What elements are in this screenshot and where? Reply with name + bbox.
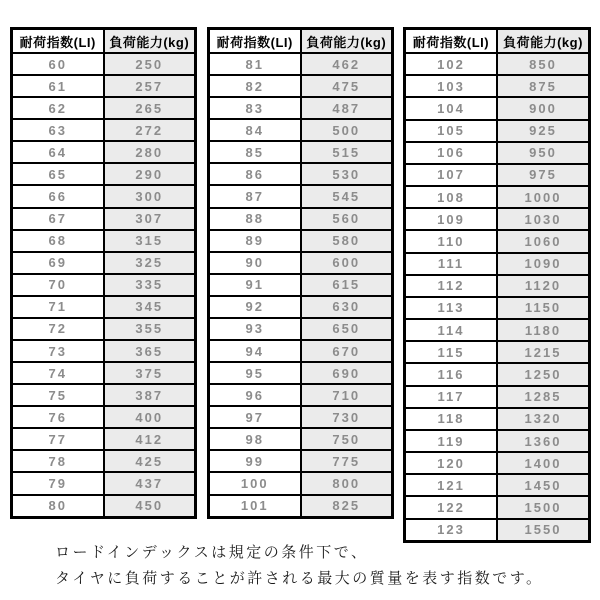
li-value-cell: 76: [12, 406, 104, 428]
li-value-cell: 82: [209, 75, 301, 97]
load-value-cell: 1060: [497, 230, 590, 252]
li-value-cell: 88: [209, 208, 301, 230]
table-row: [12, 296, 196, 318]
li-value-cell: 107: [405, 164, 498, 186]
li-value-cell: 92: [209, 296, 301, 318]
table-row: [209, 472, 393, 494]
load-value-cell: 530: [301, 163, 393, 185]
table-row: [209, 450, 393, 472]
table-row: [405, 386, 590, 408]
load-value-cell: 355: [104, 318, 196, 340]
table-row: [209, 119, 393, 141]
load-value-cell: 1215: [497, 341, 590, 363]
load-value-cell: 1320: [497, 408, 590, 430]
load-value-cell: 630: [301, 296, 393, 318]
load-value-cell: 925: [497, 120, 590, 142]
load-index-table-102-123: [403, 27, 591, 543]
li-value-cell: 100: [209, 472, 301, 494]
li-value-cell: 75: [12, 384, 104, 406]
load-value-cell: 1150: [497, 297, 590, 319]
load-value-cell: 900: [497, 97, 590, 119]
li-value-cell: 99: [209, 450, 301, 472]
table-row: [209, 406, 393, 428]
table-row: [209, 252, 393, 274]
load-value-cell: 250: [104, 53, 196, 75]
load-value-cell: 825: [301, 495, 393, 518]
load-value-cell: 462: [301, 53, 393, 75]
table-row: [209, 75, 393, 97]
li-value-cell: 73: [12, 340, 104, 362]
load-value-cell: 875: [497, 75, 590, 97]
load-value-cell: 450: [104, 495, 196, 518]
table-row: [209, 141, 393, 163]
table-row: [209, 340, 393, 362]
table-row: [12, 97, 196, 119]
load-header-cell: 負荷能力(kg): [104, 29, 196, 54]
li-value-cell: 74: [12, 362, 104, 384]
li-value-cell: 118: [405, 408, 498, 430]
li-value-cell: 81: [209, 53, 301, 75]
table-row: [209, 296, 393, 318]
load-value-cell: 1090: [497, 253, 590, 275]
load-value-cell: 1360: [497, 430, 590, 452]
table-row: [405, 496, 590, 518]
load-value-cell: 1250: [497, 363, 590, 385]
li-value-cell: 90: [209, 252, 301, 274]
table-row: [12, 185, 196, 207]
table-row: [12, 340, 196, 362]
table-row: [12, 362, 196, 384]
load-value-cell: 1450: [497, 474, 590, 496]
table-row: [405, 53, 590, 75]
table-row: [405, 341, 590, 363]
table-row: [405, 208, 590, 230]
table-row: [405, 230, 590, 252]
li-value-cell: 65: [12, 163, 104, 185]
table-row: [12, 252, 196, 274]
li-value-cell: 69: [12, 252, 104, 274]
load-value-cell: 545: [301, 185, 393, 207]
load-value-cell: 315: [104, 230, 196, 252]
load-value-cell: 307: [104, 208, 196, 230]
load-value-cell: 1500: [497, 496, 590, 518]
table-row: [12, 141, 196, 163]
li-value-cell: 106: [405, 142, 498, 164]
table-row: [12, 208, 196, 230]
table-row: [12, 53, 196, 75]
li-value-cell: 122: [405, 496, 498, 518]
li-value-cell: 123: [405, 519, 498, 542]
load-value-cell: 515: [301, 141, 393, 163]
load-value-cell: 500: [301, 119, 393, 141]
table-row: [12, 274, 196, 296]
li-value-cell: 61: [12, 75, 104, 97]
load-value-cell: 1400: [497, 452, 590, 474]
table-row: [405, 452, 590, 474]
load-value-cell: 265: [104, 97, 196, 119]
li-value-cell: 104: [405, 97, 498, 119]
table-row: [405, 142, 590, 164]
load-value-cell: 975: [497, 164, 590, 186]
li-value-cell: 83: [209, 97, 301, 119]
load-value-cell: 580: [301, 230, 393, 252]
li-value-cell: 113: [405, 297, 498, 319]
load-value-cell: 1285: [497, 386, 590, 408]
li-value-cell: 96: [209, 384, 301, 406]
load-value-cell: 710: [301, 384, 393, 406]
load-value-cell: 425: [104, 450, 196, 472]
footer-note-line-2: タイヤに負荷することが許される最大の質量を表す指数です。: [55, 570, 544, 587]
table-row: [12, 472, 196, 494]
li-value-cell: 87: [209, 185, 301, 207]
load-value-cell: 345: [104, 296, 196, 318]
li-value-cell: 71: [12, 296, 104, 318]
table-row: [209, 185, 393, 207]
table-row: [405, 319, 590, 341]
table-row: [405, 474, 590, 496]
table-row: [209, 163, 393, 185]
table-row: [405, 97, 590, 119]
load-value-cell: 290: [104, 163, 196, 185]
li-value-cell: 91: [209, 274, 301, 296]
table-row: [405, 408, 590, 430]
li-value-cell: 98: [209, 428, 301, 450]
load-value-cell: 600: [301, 252, 393, 274]
footer-note-line-1: ロードインデックスは規定の条件下で、: [55, 544, 369, 561]
load-value-cell: 1180: [497, 319, 590, 341]
table-row: [12, 318, 196, 340]
load-value-cell: 280: [104, 141, 196, 163]
table-row: [405, 430, 590, 452]
li-value-cell: 68: [12, 230, 104, 252]
load-value-cell: 300: [104, 185, 196, 207]
li-value-cell: 120: [405, 452, 498, 474]
table-row: [209, 208, 393, 230]
load-value-cell: 775: [301, 450, 393, 472]
table-row: [405, 120, 590, 142]
table-row: [405, 363, 590, 385]
load-value-cell: 325: [104, 252, 196, 274]
li-value-cell: 80: [12, 495, 104, 518]
table-header-row: [12, 29, 196, 54]
table-row: [12, 230, 196, 252]
li-value-cell: 116: [405, 363, 498, 385]
li-header-cell: 耐荷指数(LI): [209, 29, 301, 54]
load-value-cell: 335: [104, 274, 196, 296]
table-row: [209, 362, 393, 384]
li-value-cell: 97: [209, 406, 301, 428]
load-value-cell: 615: [301, 274, 393, 296]
table-row: [209, 274, 393, 296]
load-value-cell: 412: [104, 428, 196, 450]
li-value-cell: 95: [209, 362, 301, 384]
footer-note: [55, 540, 595, 592]
load-value-cell: 257: [104, 75, 196, 97]
load-value-cell: 1120: [497, 275, 590, 297]
load-value-cell: 400: [104, 406, 196, 428]
li-header-cell: 耐荷指数(LI): [405, 29, 498, 54]
table-row: [405, 297, 590, 319]
load-value-cell: 850: [497, 53, 590, 75]
table-row: [12, 384, 196, 406]
load-value-cell: 650: [301, 318, 393, 340]
li-value-cell: 63: [12, 119, 104, 141]
table-header-row: [209, 29, 393, 54]
table-row: [12, 119, 196, 141]
load-index-table-60-80: [10, 27, 197, 519]
table-row: [12, 428, 196, 450]
li-value-cell: 117: [405, 386, 498, 408]
table-row: [12, 495, 196, 518]
li-value-cell: 119: [405, 430, 498, 452]
li-value-cell: 60: [12, 53, 104, 75]
load-header-cell: 負荷能力(kg): [301, 29, 393, 54]
load-value-cell: 670: [301, 340, 393, 362]
load-value-cell: 437: [104, 472, 196, 494]
table-row: [209, 53, 393, 75]
load-value-cell: 800: [301, 472, 393, 494]
li-value-cell: 77: [12, 428, 104, 450]
table-row: [405, 186, 590, 208]
table-row: [209, 428, 393, 450]
table-row: [12, 163, 196, 185]
li-value-cell: 102: [405, 53, 498, 75]
li-value-cell: 70: [12, 274, 104, 296]
li-value-cell: 86: [209, 163, 301, 185]
li-header-cell: 耐荷指数(LI): [12, 29, 104, 54]
table-row: [209, 384, 393, 406]
load-value-cell: 387: [104, 384, 196, 406]
load-value-cell: 730: [301, 406, 393, 428]
li-value-cell: 67: [12, 208, 104, 230]
li-value-cell: 112: [405, 275, 498, 297]
li-value-cell: 66: [12, 185, 104, 207]
li-value-cell: 110: [405, 230, 498, 252]
li-value-cell: 64: [12, 141, 104, 163]
li-value-cell: 84: [209, 119, 301, 141]
li-value-cell: 105: [405, 120, 498, 142]
table-row: [209, 230, 393, 252]
table-row: [12, 406, 196, 428]
load-value-cell: 560: [301, 208, 393, 230]
load-value-cell: 365: [104, 340, 196, 362]
li-value-cell: 114: [405, 319, 498, 341]
table-row: [405, 75, 590, 97]
load-value-cell: 475: [301, 75, 393, 97]
load-header-cell: 負荷能力(kg): [497, 29, 590, 54]
load-index-table-81-101: [207, 27, 394, 519]
load-value-cell: 1000: [497, 186, 590, 208]
li-value-cell: 101: [209, 495, 301, 518]
li-value-cell: 62: [12, 97, 104, 119]
table-row: [12, 450, 196, 472]
li-value-cell: 85: [209, 141, 301, 163]
li-value-cell: 121: [405, 474, 498, 496]
li-value-cell: 109: [405, 208, 498, 230]
li-value-cell: 93: [209, 318, 301, 340]
li-value-cell: 108: [405, 186, 498, 208]
li-value-cell: 103: [405, 75, 498, 97]
li-value-cell: 78: [12, 450, 104, 472]
load-value-cell: 487: [301, 97, 393, 119]
li-value-cell: 111: [405, 253, 498, 275]
load-value-cell: 375: [104, 362, 196, 384]
table-row: [405, 253, 590, 275]
table-row: [209, 97, 393, 119]
li-value-cell: 79: [12, 472, 104, 494]
table-header-row: [405, 29, 590, 54]
load-value-cell: 272: [104, 119, 196, 141]
table-row: [12, 75, 196, 97]
load-value-cell: 1550: [497, 519, 590, 542]
load-value-cell: 690: [301, 362, 393, 384]
load-value-cell: 1030: [497, 208, 590, 230]
li-value-cell: 72: [12, 318, 104, 340]
table-row: [209, 318, 393, 340]
load-value-cell: 950: [497, 142, 590, 164]
load-value-cell: 750: [301, 428, 393, 450]
li-value-cell: 94: [209, 340, 301, 362]
li-value-cell: 115: [405, 341, 498, 363]
li-value-cell: 89: [209, 230, 301, 252]
table-row: [209, 495, 393, 518]
table-row: [405, 164, 590, 186]
table-row: [405, 275, 590, 297]
table-row: [405, 519, 590, 542]
